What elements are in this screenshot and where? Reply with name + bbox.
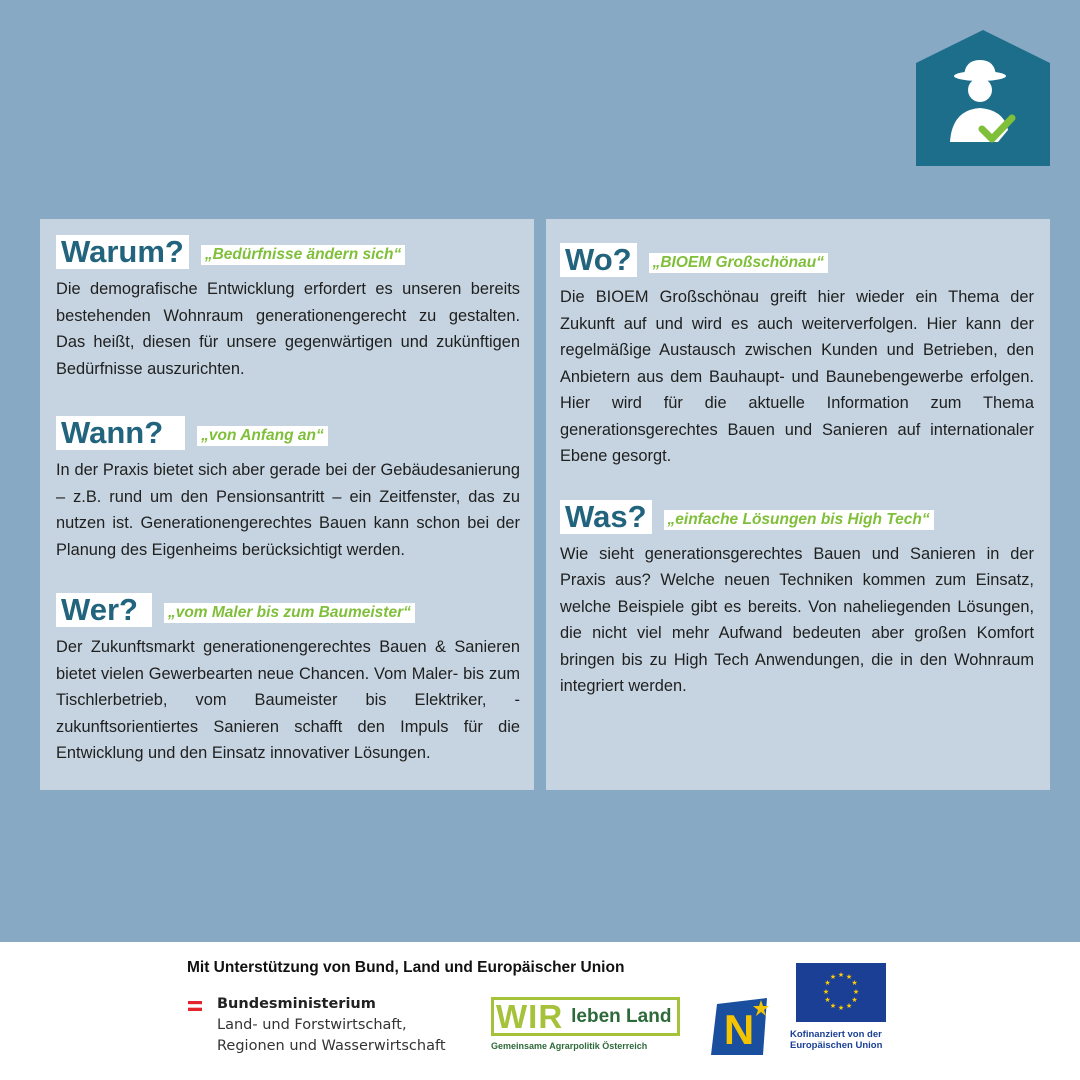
section-tagline: „einfache Lösungen bis High Tech“ — [664, 510, 934, 530]
wir-small-text: leben Land — [571, 1005, 672, 1027]
section-was — [560, 500, 1034, 700]
svg-text:★: ★ — [829, 973, 837, 981]
wir-big-text: WIR — [496, 997, 564, 1035]
section-warum — [56, 235, 520, 382]
section-text: Die BIOEM Großschönau greift hier wieder ein Thema der Zukunft auf und wird es auch weiterverfolgen. Hier kann der regelmäßige Austausch zwischen Kunden und Betrieben, den Anbietern aus dem Bauhaupt- und Baunebengewerbe erfolgen. Hier wird für die aktuelle Information zum Thema generationsgerechtes Bauen und Sanieren auf internationaler Ebene gesorgt. — [560, 288, 1034, 465]
section-question: Wo? — [560, 243, 637, 277]
svg-text:★: ★ — [845, 1002, 853, 1010]
wir-leben-land-logo — [491, 997, 680, 1051]
section-question: Was? — [560, 500, 652, 534]
austria-flag-icon — [188, 1001, 202, 1011]
svg-text:★: ★ — [852, 988, 860, 996]
ministry-line-2: Land- und Forstwirtschaft, — [217, 1017, 407, 1033]
section-text: In der Praxis bietet sich aber gerade bei der Gebäudesanierung – z.B. rund um den Pensionsantritt – ein Zeitfenster, das zu nutzen ist. Generationengerechtes Bauen kann schon bei der Planung des Eigenheims berücksichtigt werden. — [56, 461, 520, 559]
right-panel — [546, 219, 1050, 790]
svg-text:★: ★ — [824, 979, 831, 987]
ministry-line-3: Regionen und Wasserwirtschaft — [217, 1038, 446, 1054]
svg-text:★: ★ — [837, 971, 845, 979]
section-text: Die demografische Entwicklung erfordert es unseren bereits bestehenden Wohnraum generationengerecht zu gestalten. Das heißt, diesen für unsere gegenwärtigen und zukünftigen Bedürfnisse auszurichten. — [56, 280, 520, 378]
eu-caption-line-1: Kofinanziert von der — [790, 1029, 882, 1040]
section-wer — [56, 593, 520, 767]
section-question: Warum? — [56, 235, 189, 269]
section-question: Wer? — [56, 593, 152, 627]
house-worker-check-icon — [916, 30, 1050, 166]
eu-flag-icon — [796, 963, 886, 1022]
svg-text:★: ★ — [837, 1004, 845, 1012]
sponsor-footer — [0, 942, 1080, 1080]
section-tagline: „BIOEM Großschönau“ — [649, 253, 828, 273]
left-panel — [40, 219, 534, 790]
noe-letter: N — [723, 1006, 755, 1053]
section-text: Der Zukunftsmarkt generationengerechtes Bauen & Sanieren bietet vielen Gewerbearten neue Chancen. Vom Maler- bis zum Tischlerbetrieb, vom Baumeister bis Elektriker, - zukunftsorientiertes Sanieren schafft den Impuls für die Entwicklung und den Einsatz innovativer Lösungen. — [56, 638, 520, 762]
svg-text:★: ★ — [829, 1002, 837, 1010]
section-tagline: „Bedürfnisse ändern sich“ — [201, 245, 405, 265]
footer-title: Mit Unterstützung von Bund, Land und Europäischer Union — [187, 959, 625, 976]
section-question: Wann? — [56, 416, 185, 450]
svg-text:★: ★ — [845, 973, 853, 981]
svg-text:★: ★ — [851, 979, 858, 987]
ministry-line-1: Bundesministerium — [217, 996, 376, 1012]
section-tagline: „von Anfang an“ — [197, 426, 328, 446]
section-text: Wie sieht generationsgerechtes Bauen und Sanieren in der Praxis aus? Welche neuen Techniken kommen zum Einsatz, welche Beispiele gibt es bereits. Von naheliegenden Lösungen, die nicht viel mehr Aufwand bedeuten aber großen Komfort bringen bis zu High Tech Anwendungen, die in den Wohnraum integriert werden. — [560, 544, 1034, 695]
wir-subtitle: Gemeinsame Agrarpolitik Österreich — [491, 1041, 648, 1051]
eu-caption — [790, 1029, 882, 1051]
eu-caption-line-2: Europäischen Union — [790, 1040, 883, 1051]
svg-text:★: ★ — [824, 996, 831, 1004]
svg-text:★: ★ — [822, 988, 830, 996]
ministry-logo — [188, 994, 446, 1057]
svg-text:★: ★ — [851, 996, 858, 1004]
section-wo — [560, 243, 1034, 470]
section-wann — [56, 416, 520, 563]
section-tagline: „vom Maler bis zum Baumeister“ — [164, 603, 415, 623]
lower-austria-logo-icon — [709, 998, 771, 1055]
